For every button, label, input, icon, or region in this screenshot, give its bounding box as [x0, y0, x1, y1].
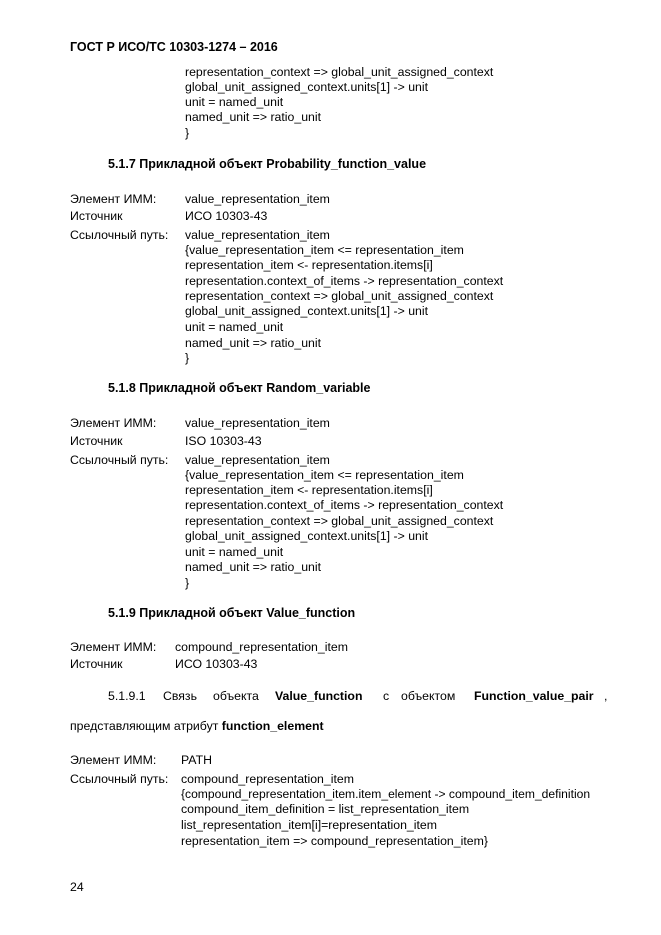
heading-entity: Value_function — [275, 689, 363, 703]
path-line: {compound_representation_item.item_element -> compound_item_definition — [181, 787, 591, 801]
path-line: {value_representation_item <= representation_item — [185, 243, 464, 257]
path-line: {value_representation_item <= representation_item — [185, 468, 464, 482]
path-line: } — [185, 351, 190, 365]
path-line: named_unit => ratio_unit — [185, 110, 322, 124]
element-value: value_representation_item — [185, 192, 330, 206]
path-line: } — [185, 126, 190, 140]
path-line: named_unit => ratio_unit — [185, 336, 322, 350]
section-heading: 5.1.8 Прикладной объект Random_variable — [108, 381, 371, 395]
path-line: } — [185, 576, 190, 590]
path-line: named_unit => ratio_unit — [185, 560, 322, 574]
path-line: unit = named_unit — [185, 545, 284, 559]
source-label: Источник — [70, 657, 123, 671]
path-line: compound_representation_item — [181, 772, 354, 786]
path-line: representation.context_of_items -> representation_context — [185, 498, 504, 512]
path-line: compound_item_definition = list_representation_item — [181, 802, 470, 816]
page-header-title: ГОСТ Р ИСО/ТС 10303-1274 – 2016 — [70, 40, 278, 54]
attribute-name: function_element — [221, 719, 324, 733]
path-label: Ссылочный путь: — [70, 772, 169, 786]
element-label: Элемент ИММ: — [70, 753, 157, 767]
source-label: Источник — [70, 209, 123, 223]
section-heading: 5.1.9 Прикладной объект Value_function — [108, 606, 356, 620]
path-line: representation_context => global_unit_assigned_context — [185, 289, 494, 303]
heading-word: объекта — [213, 689, 259, 703]
subsection-number: 5.1.9.1 — [108, 689, 146, 703]
path-line: global_unit_assigned_context.units[1] -> unit — [185, 529, 429, 543]
element-label: Элемент ИММ: — [70, 416, 157, 430]
path-line: unit = named_unit — [185, 95, 284, 109]
heading-continuation — [70, 719, 324, 734]
source-value: ИСО 10303-43 — [175, 657, 258, 671]
path-line: global_unit_assigned_context.units[1] -> unit — [185, 80, 429, 94]
path-line: unit = named_unit — [185, 320, 284, 334]
path-line: representation.context_of_items -> representation_context — [185, 274, 504, 288]
heading-word: объектом — [401, 689, 456, 703]
source-label: Источник — [70, 434, 123, 448]
heading-continuation-text: представляющим атрибут — [70, 719, 222, 733]
heading-word: Связь — [163, 689, 197, 703]
path-label: Ссылочный путь: — [70, 228, 169, 242]
path-line: list_representation_item[i]=representation_item — [181, 818, 437, 832]
path-line: value_representation_item — [185, 453, 330, 467]
heading-comma: , — [604, 689, 608, 703]
heading-entity: Function_value_pair — [474, 689, 594, 703]
path-label: Ссылочный путь: — [70, 453, 169, 467]
element-value: value_representation_item — [185, 416, 330, 430]
heading-word: с — [383, 689, 390, 703]
element-label: Элемент ИММ: — [70, 640, 157, 654]
element-value: PATH — [181, 753, 212, 767]
element-label: Элемент ИММ: — [70, 192, 157, 206]
page-number: 24 — [70, 880, 84, 894]
path-line: representation_item => compound_representation_item} — [181, 834, 488, 848]
element-value: compound_representation_item — [175, 640, 348, 654]
source-value: ISO 10303-43 — [185, 434, 262, 448]
path-line: representation_item <- representation.items[i] — [185, 258, 433, 272]
path-line: global_unit_assigned_context.units[1] -> unit — [185, 304, 429, 318]
path-line: representation_item <- representation.items[i] — [185, 483, 433, 497]
path-line: representation_context => global_unit_assigned_context — [185, 514, 494, 528]
source-value: ИСО 10303-43 — [185, 209, 268, 223]
path-line: value_representation_item — [185, 228, 330, 242]
path-line: representation_context => global_unit_assigned_context — [185, 65, 494, 79]
section-heading: 5.1.7 Прикладной объект Probability_function_value — [108, 157, 427, 171]
